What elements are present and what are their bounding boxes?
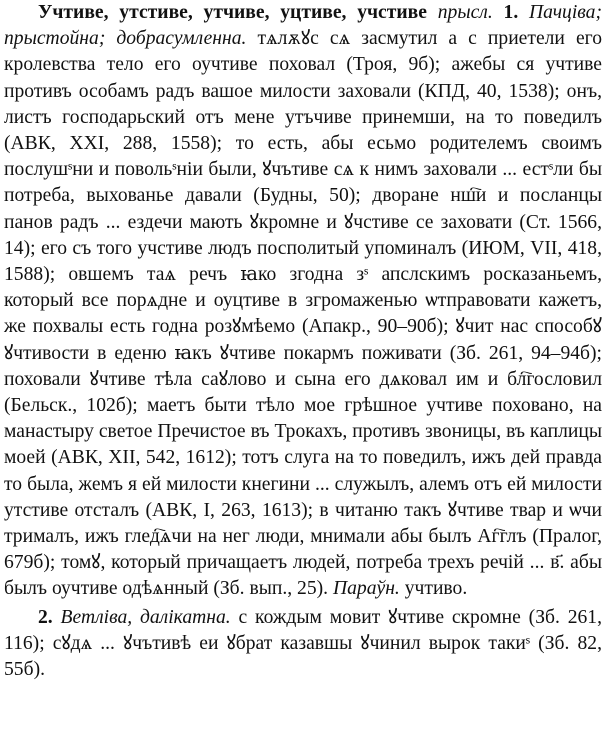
- sense-citations: тѧлѫꙋс сѧ засмутил а с приетели его кролевства тело его оучтиве поховал (Троя, 9б); ажебы ся учтиве противъ особамъ радъ вашое милости заховали (КПД, 40, 1538); онъ, листъ господарьский отъ мене утъчиве принемши, на то поведилъ (АВК, XXI, 288, 1558); то есть, абы есьмо родителемъ своимъ послушˢни и повольˢніи были, ꙋчътиве сѧ к нимъ заховали ... естˢли бы потреба, выхованье давали (Будны, 50); дворане нш҇и и посланцы панов радъ ... ездечи мають ꙋкромне и ꙋчстиве се заховати (Ст. 1566, 14); его съ того учстиве людъ посполитый упоминалъ (ИЮМ, VII, 418, 1588); овшемъ таѧ речъ ꙗко згодна зˢ апслскимъ росказаньемъ, который все порѧдне и оуцтиве в згромаженью ѡтправовати кажетъ, же похвалы есть годна розꙋмѣемо (Апакр., 90–90б); ꙋчит нас способꙋ ꙋчтивости в еденю ꙗкъ ꙋчтиве покармъ поживати (Зб. 261, 94–94б); поховали ꙋчтиве тѣла саꙋлово и сына его дѧковал им и бл҇гословил (Бельск., 102б); маетъ быти тѣло мое грѣшное учтиве поховано, на манастыру светое Пречистое въ Трокахъ, противъ звоницы, въ каплицы моей (АВК, XII, 542, 1612); тотъ слуга на то поведилъ, ижъ дей правда то была, жемъ я ей милости кнегини ... служылъ, алемъ отъ ей милости утстиве отсталъ (АВК, I, 263, 1613); в читаню такъ ꙋчтиве твар и ѡчи трималъ, ижъ глед҇ѧчи на нег люди, мнимали абы былъ Аг҇глъ (Пралог, 679б); томꙋ, который причащаетъ людей, потреба трехъ речій ... в҃. абы былъ оучтиве одѣѧнный (Зб. вып., 25).: [4, 28, 602, 600]
- part-of-speech: прысл.: [437, 2, 493, 23]
- sense-number: 1.: [503, 2, 519, 23]
- cross-reference-word: учтиво.: [404, 578, 468, 600]
- headword: Учтиве, утстиве, утчиве, уцтиве, учстиве: [38, 2, 427, 23]
- sense-2-paragraph: [4, 605, 602, 684]
- cross-reference-label: Параўн.: [332, 578, 400, 600]
- sense-gloss: Ветліва, далікатна.: [60, 606, 231, 628]
- sense-citations: с кождым мовит ꙋчтиве скромне (Зб. 261, 116); сꙋдѧ ... ꙋчътивѣ еи ꙋбрат казавшы ꙋчинил вырок такиˢ (Зб. 82, 55б).: [4, 606, 602, 681]
- sense-gloss: Пачціва; прыстойна; добрасумленна.: [4, 2, 602, 50]
- sense-number: 2.: [38, 606, 53, 628]
- sense-1-paragraph: [4, 0, 602, 603]
